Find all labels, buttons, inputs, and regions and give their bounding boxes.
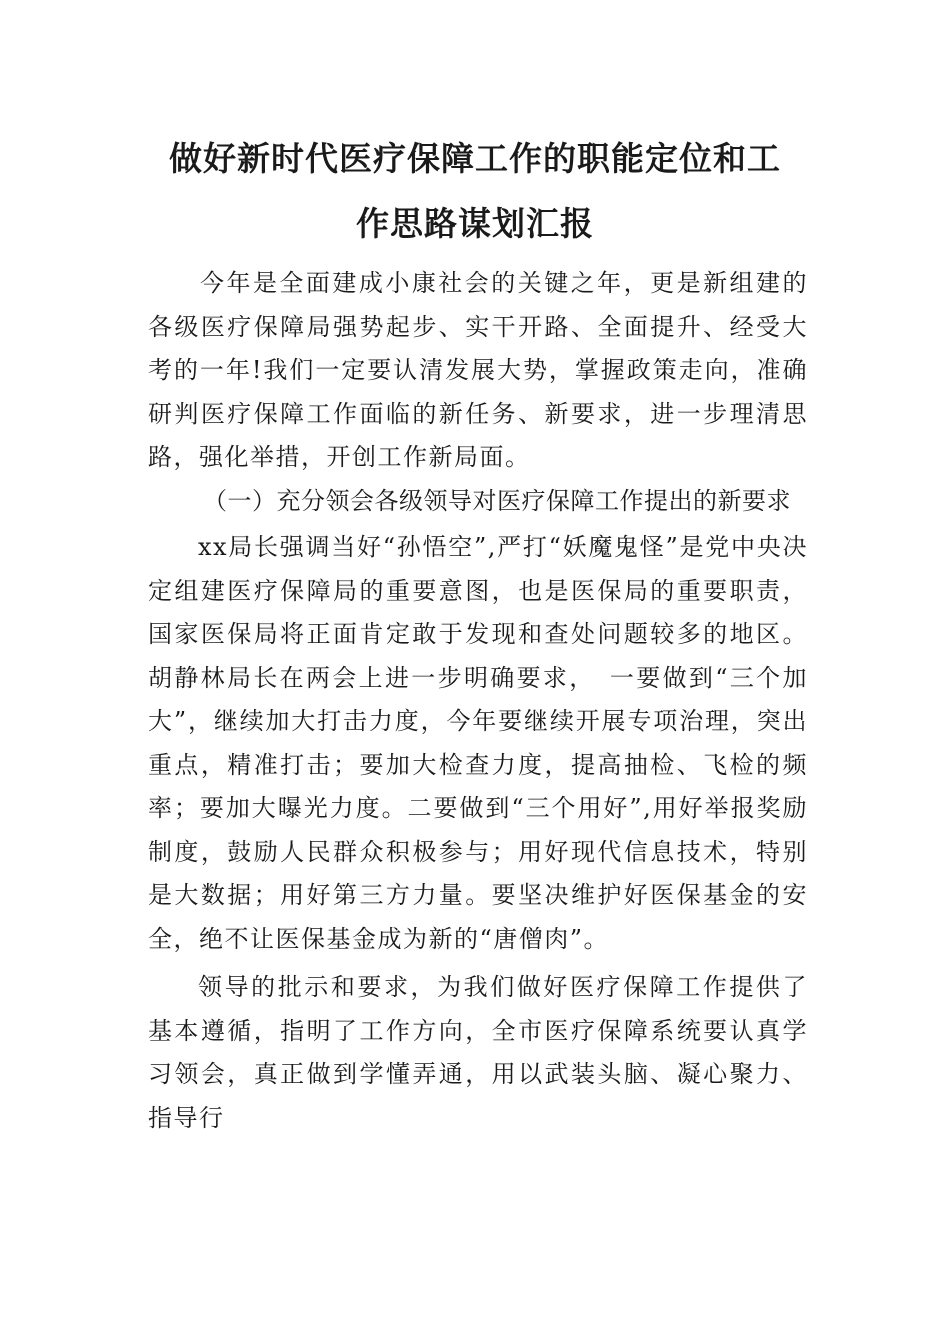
document-title-line2: 作思路谋划汇报 [356, 204, 594, 243]
paragraph-guidance: 领导的批示和要求，为我们做好医疗保障工作提供了基本遵循，指明了工作方向，全市医疗保障系统要认真学习领会，真正做到学懂弄通，用以武装头脑、凝心聚力、指导行 [148, 973, 808, 1132]
document-title-line1: 做好新时代医疗保障工作的职能定位和工 [169, 139, 781, 178]
paragraph-intro: 今年是全面建成小康社会的关键之年，更是新组建的各级医疗保障局强势起步、实干开路、全面提升、经受大考的一年!我们一定要认清发展大势，掌握政策走向，准确研判医疗保障工作面临的新任务、新要求，进一步理清思路，强化举措，开创工作新局面。 [148, 269, 808, 471]
section-heading-1: （一）充分领会各级领导对医疗保障工作提出的新要求 [203, 487, 791, 515]
paragraph-requirements: xx局长强调当好“孙悟空”,严打“妖魔鬼怪”是党中央决定组建医疗保障局的重要意图，也是医保局的重要职责，国家医保局将正面肯定敢于发现和查处问题较多的地区。胡静林局长在两会上进一步明确要求， 一要做到“三个加大”，继续加大打击力度，今年要继续开展专项治理，突出重点，精准打击；要加大检查力度，提高抽检、飞检的频率；要加大曝光力度。二要做到“三个用好”,用好举报奖励制度，鼓励人民群众积极参与；用好现代信息技术，特别是大数据；用好第三方力量。要坚决维护好医保基金的安全，绝不让医保基金成为新的“唐僧肉”。 [148, 533, 808, 953]
